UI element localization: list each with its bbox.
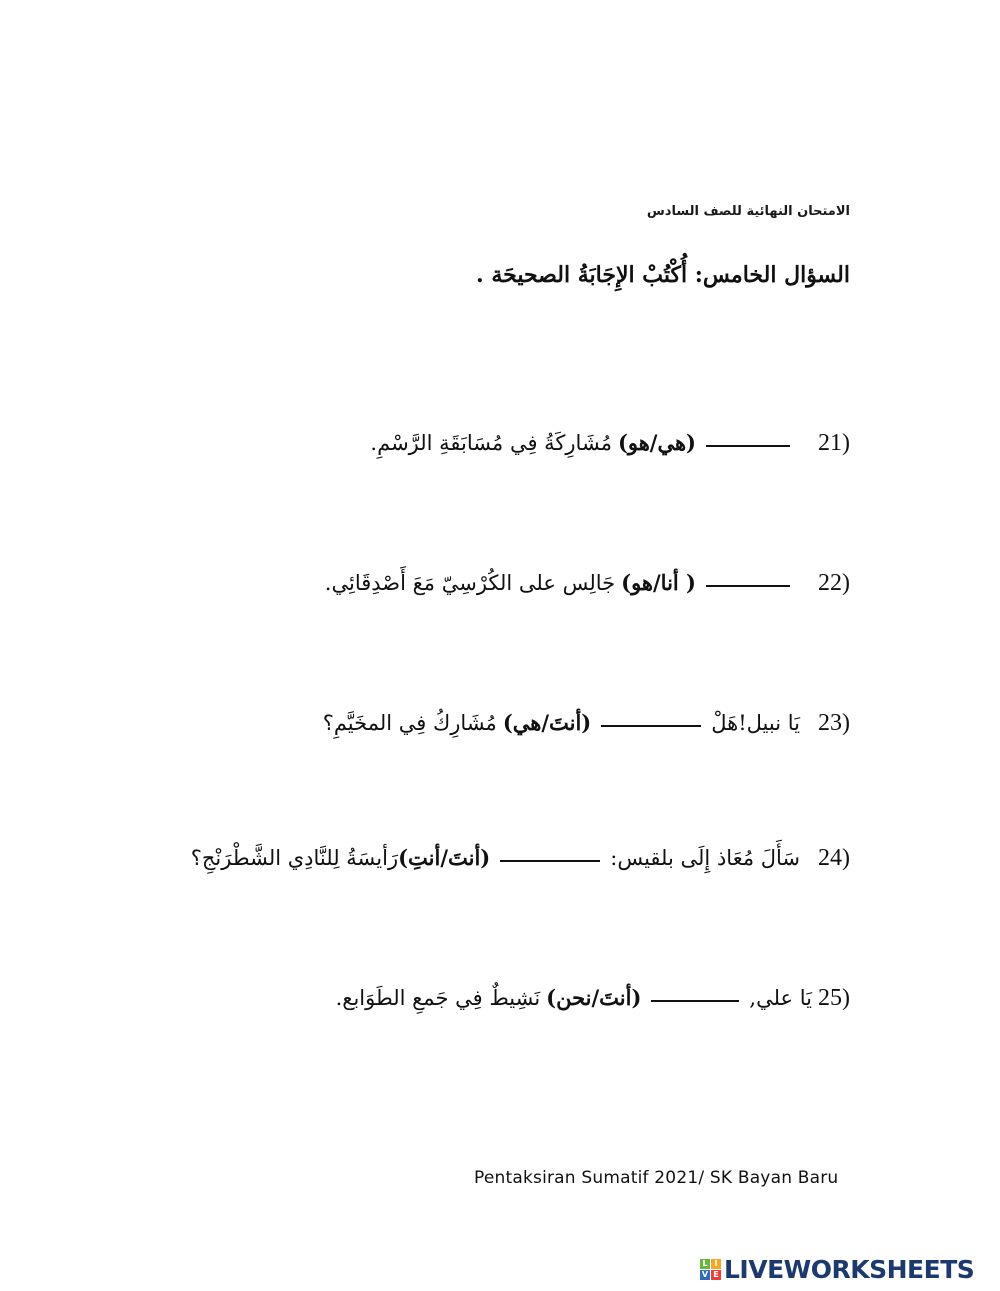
item-text-before: يَا علي, [749,986,812,1010]
item-number: 21) [818,430,850,456]
item-options: (أنتَ/أنتِ) [398,845,491,870]
answer-input-23[interactable] [601,719,701,733]
item-number: 23) [818,710,850,736]
answer-input-22[interactable] [706,579,790,593]
item-number: 22) [818,570,850,596]
item-options: (أنتَ/نحن) [546,985,642,1010]
question-item-22 [325,570,850,597]
answer-blank[interactable] [500,846,600,862]
item-options: ( أنا/هو) [621,570,696,595]
item-text-before: سَأَلَ مُعَاذ إِلَى بلقيس: [610,846,800,870]
item-text-after: نَشِيطٌ فِي جَمعِ الطَوَابع. [335,986,541,1010]
item-text-after: رَأيسَةُ لِلنَّادِي الشَّطْرَنْجِ؟ [190,846,399,870]
question-item-23 [323,710,850,737]
item-text-before: يَا نبيل!هَلْ [711,711,800,735]
tile-v: V [701,1270,709,1279]
answer-blank[interactable] [706,571,790,587]
exam-title: الامتحان النهائية للصف السادس [646,204,850,219]
answer-blank[interactable] [706,431,790,447]
answer-input-25[interactable] [651,994,739,1008]
question-item-21 [370,430,850,457]
liveworksheets-logo [700,1255,974,1284]
tile-e: E [711,1270,721,1280]
answer-blank[interactable] [651,986,739,1002]
tile-i: I [711,1259,721,1269]
item-text-after: مُشَارِكَةُ فِي مُسَابَقَةِ الرَّسْمِ. [370,431,612,455]
question-item-24 [191,845,850,872]
question-title: السؤال الخامس: أُكْتُبْ الإِجَابَةُ الصحيحَة . [476,262,850,288]
answer-input-21[interactable] [706,439,790,453]
item-number: 24) [818,845,850,871]
item-number: 25) [818,985,850,1011]
answer-blank[interactable] [601,711,701,727]
tile-l: L [700,1259,710,1269]
answer-input-24[interactable] [500,854,600,868]
item-text-after: مُشَارِكُ فِي المخَيَّمِ؟ [322,711,497,735]
item-options: (أنتَ/هي) [502,710,592,735]
live-tiles-icon [700,1259,721,1280]
question-item-25 [336,985,850,1012]
source-footer: Pentaksiran Sumatif 2021/ SK Bayan Baru [474,1168,839,1188]
item-options: (هي/هو) [617,430,696,455]
item-text-after: جَالِس على الكُرْسِيّ مَعَ أَصْدِقَائِي. [324,571,616,595]
logo-wordmark: LIVEWORKSHEETS [724,1255,975,1284]
